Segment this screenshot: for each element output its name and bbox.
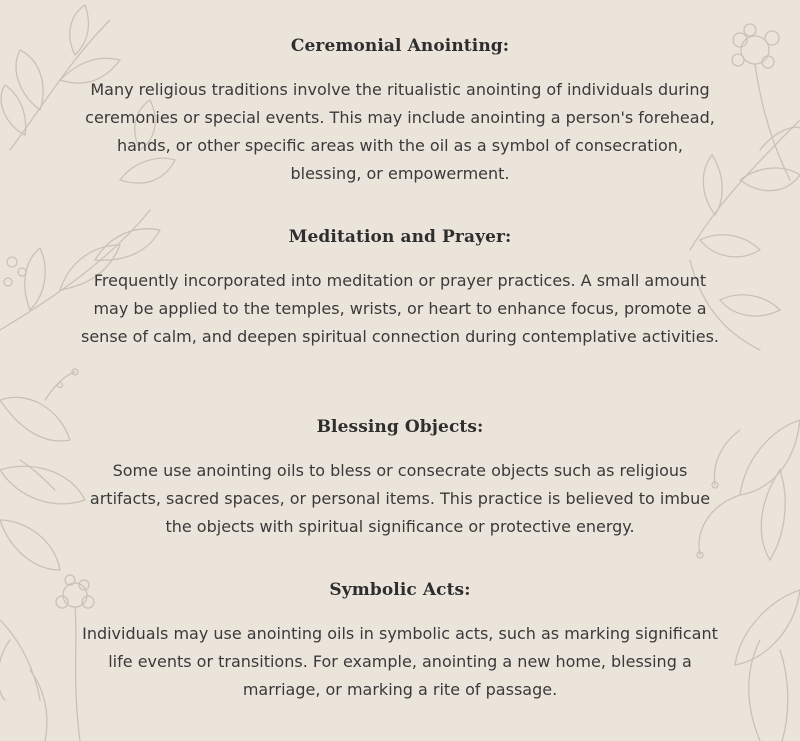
section-body: Many religious traditions involve the ritualistic anointing of individuals during ceremonies or special events. This may include anointing a person's forehead, hands, or other specific areas with the oil as a symbol of consecration, blessing, or empowerment.	[85, 80, 715, 183]
section-heading: Blessing Objects:	[316, 417, 484, 437]
section-heading: Meditation and Prayer:	[288, 227, 512, 247]
section-heading: Symbolic Acts:	[329, 580, 471, 600]
section-body: Frequently incorporated into meditation or prayer practices. A small amount may be applied to the temples, wrists, or heart to enhance focus, promote a sense of calm, and deepen spiritual connection during contemplative activities.	[81, 271, 719, 346]
section-body: Some use anointing oils to bless or consecrate objects such as religious artifacts, sacred spaces, or personal items. This practice is believed to imbue the objects with spiritual significance or protective energy.	[89, 461, 711, 536]
section-heading: Ceremonial Anointing:	[290, 36, 510, 56]
section-body: Individuals may use anointing oils in symbolic acts, such as marking significant life events or transitions. For example, anointing a new home, blessing a marriage, or marking a rite of passage.	[82, 624, 718, 699]
section-meditation-and-prayer	[80, 227, 720, 351]
section-blessing-objects	[80, 417, 720, 541]
section-ceremonial-anointing	[80, 36, 720, 188]
section-symbolic-acts	[80, 580, 720, 704]
